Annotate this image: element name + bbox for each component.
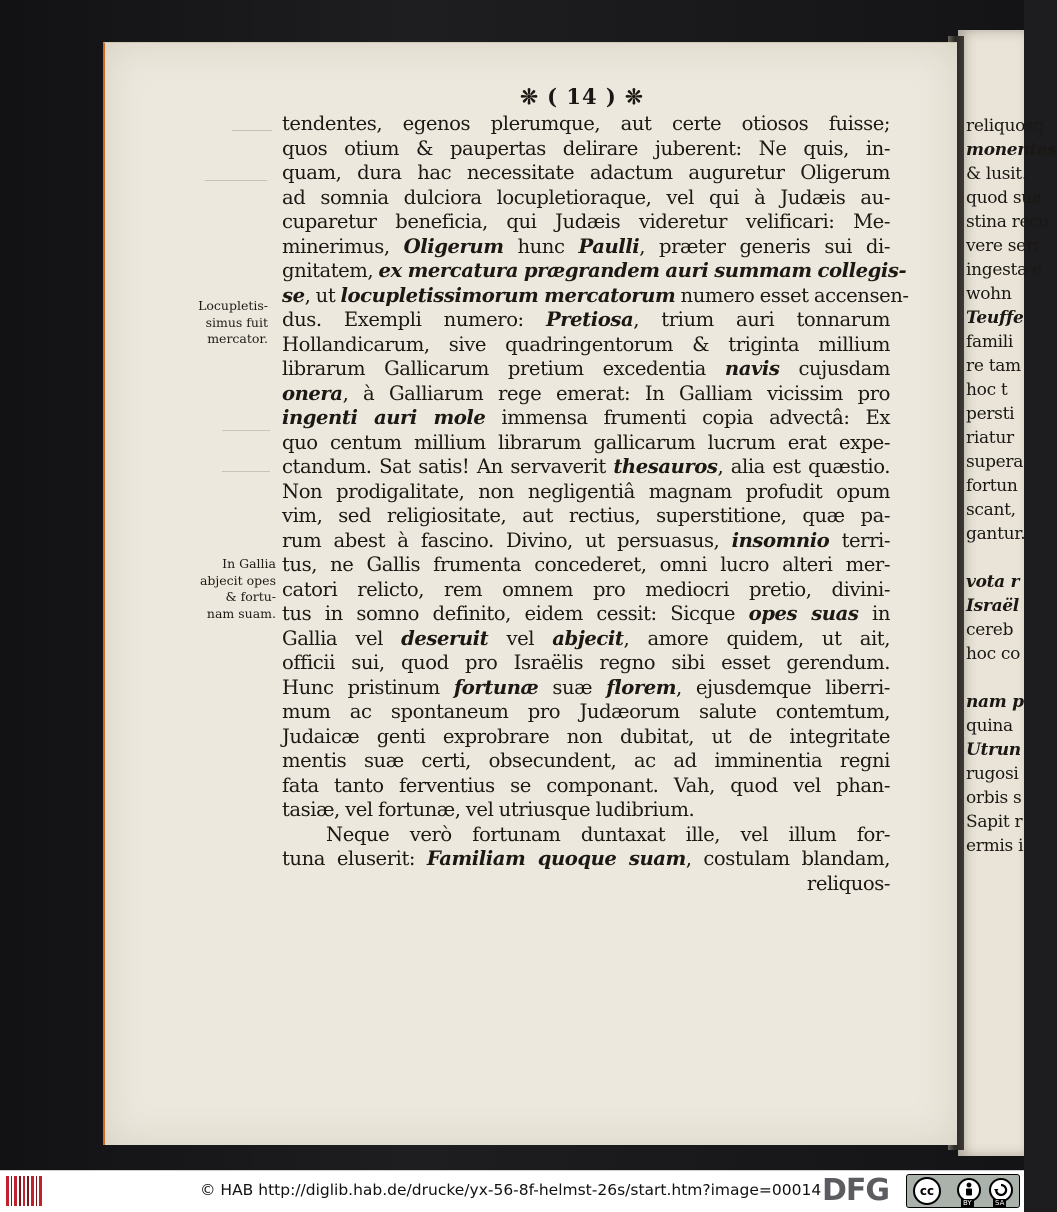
text-line: tendentes, egenos plerumque, aut certe otiosos fuisse; bbox=[282, 112, 890, 135]
adjacent-page bbox=[958, 30, 1057, 1156]
adjacent-page-fragment: hoc co bbox=[966, 644, 1021, 664]
bleed-through-mark bbox=[205, 168, 267, 181]
cc-icon: cc bbox=[913, 1177, 941, 1205]
margin-note-gallia bbox=[194, 556, 276, 622]
margin-note-line: nam suam. bbox=[206, 605, 276, 621]
adjacent-page-fragment: nam p bbox=[966, 692, 1024, 712]
adjacent-page-fragment: cereb bbox=[966, 620, 1014, 640]
cc-license-badge[interactable] bbox=[906, 1174, 1020, 1208]
margin-note-line: simus fuit bbox=[205, 314, 268, 330]
text-line: se, ut locupletissimorum mercatorum numero esset accensen- bbox=[282, 283, 909, 307]
adjacent-page-fragment: orbis s bbox=[966, 788, 1022, 808]
viewer-footer bbox=[0, 1170, 1024, 1212]
text-line: Hollandicarum, sive quadringentorum & triginta millium bbox=[282, 332, 890, 356]
adjacent-page-fragment: vere seri bbox=[966, 236, 1039, 256]
adjacent-page-fragment: gantur. bbox=[966, 524, 1026, 544]
text-line: ctandum. Sat satis! An servaverit thesauros, alia est quæstio. bbox=[282, 455, 890, 478]
margin-note-line: & fortu- bbox=[225, 589, 276, 604]
margin-note-line: In Gallia bbox=[222, 556, 276, 571]
adjacent-page-fragment bbox=[958, 666, 1024, 690]
adjacent-page-fragment: Utrun bbox=[966, 740, 1021, 760]
adjacent-page-fragment: rugosi bbox=[966, 764, 1019, 784]
adjacent-page-fragment: supera bbox=[966, 452, 1024, 472]
text-line: tasiæ, vel fortunæ, vel utriusque ludibrium. bbox=[282, 798, 695, 821]
text-line: dus. Exempli numero: Pretiosa, trium auri tonnarum bbox=[282, 308, 891, 331]
sa-label: SA bbox=[995, 1199, 1005, 1207]
text-line: mum ac spontaneum pro Judæorum salute contemtum, bbox=[282, 700, 890, 723]
page-header: ❊ ( 14 ) ❊ bbox=[520, 84, 644, 109]
text-line: tus, ne Gallis frumenta concederet, omni lucro alteri mer- bbox=[282, 553, 890, 576]
text-line: Neque verò fortunam duntaxat ille, vel illum for- bbox=[326, 822, 890, 846]
text-line: ad somnia dulciora locupletioraque, vel qui à Judæis au- bbox=[282, 185, 890, 209]
adjacent-page-fragment: hoc t bbox=[966, 380, 1008, 400]
bleed-through-mark bbox=[222, 430, 270, 472]
adjacent-page-fragment: Teuffe bbox=[966, 308, 1024, 328]
text-line: officii sui, quod pro Israëlis regno sibi esset gerendum. bbox=[282, 651, 890, 674]
text-line: Hunc pristinum fortunæ suæ florem, ejusdemque liberri- bbox=[282, 675, 890, 699]
adjacent-page-text bbox=[958, 30, 1057, 858]
adjacent-page-fragment: & lusit. bbox=[966, 164, 1027, 184]
adjacent-page-fragment: persti bbox=[966, 404, 1015, 424]
text-line: mentis suæ certi, obsecundent, ac ad imminentia regni bbox=[282, 749, 890, 772]
text-line: Gallia vel deseruit vel abjecit, amore quidem, ut ait, bbox=[282, 626, 890, 650]
barcode-icon bbox=[6, 1176, 42, 1206]
adjacent-page-fragment: re tam bbox=[966, 356, 1021, 376]
catchword: reliquos- bbox=[806, 871, 890, 895]
text-line: quo centum millium librarum gallicarum lucrum erat expe- bbox=[282, 430, 890, 454]
adjacent-page-fragment: vota r bbox=[966, 572, 1020, 592]
text-line: catori relicto, rem omnem pro mediocri pretio, divini- bbox=[282, 577, 890, 601]
margin-note-merchant bbox=[186, 298, 268, 348]
text-line: quos otium & paupertas delirare juberent: Ne quis, in- bbox=[282, 136, 890, 160]
adjacent-page-fragment: quod sua bbox=[966, 188, 1042, 208]
text-line: tuna eluserit: Familiam quoque suam, costulam blandam, bbox=[282, 847, 890, 870]
text-line: librarum Gallicarum pretium excedentia navis cujusdam bbox=[282, 357, 891, 380]
by-label: BY bbox=[963, 1199, 972, 1207]
adjacent-page-fragment bbox=[958, 546, 1024, 570]
text-line: quam, dura hac necessitate adactum auguretur Oligerum bbox=[282, 161, 890, 184]
adjacent-page-fragment: monentes bbox=[966, 140, 1057, 160]
text-line: onera, à Galliarum rege emerat: In Galliam vicissim pro bbox=[282, 381, 890, 405]
text-line: gnitatem, ex mercatura prægrandem auri summam collegis- bbox=[282, 259, 907, 282]
margin-note-line: mercator. bbox=[207, 331, 268, 346]
adjacent-page-fragment: scant, bbox=[966, 500, 1016, 520]
text-line: Non prodigalitate, non negligentiâ magnam profudit opum bbox=[282, 479, 890, 503]
text-line: tus in somno definito, eidem cessit: Sicque opes suas in bbox=[282, 602, 891, 625]
adjacent-page-fragment: ingesta e bbox=[966, 260, 1042, 280]
dfg-logo[interactable]: DFG bbox=[822, 1173, 890, 1208]
copyright-link[interactable]: © HAB http://diglib.hab.de/drucke/yx-56-8f-helmst-26s/start.htm?image=00014 bbox=[200, 1181, 822, 1199]
adjacent-page-fragment: fortun bbox=[966, 476, 1018, 496]
adjacent-page-fragment: quina bbox=[966, 716, 1013, 736]
text-line: rum abest à fascino. Divino, ut persuasus, insomnio terri- bbox=[282, 528, 890, 552]
text-line: ingenti auri mole immensa frumenti copia advectâ: Ex bbox=[282, 406, 891, 429]
adjacent-page-fragment: Israël bbox=[966, 596, 1019, 616]
text-line: minerimus, Oligerum hunc Paulli, præter generis sui di- bbox=[282, 234, 890, 258]
adjacent-page-fragment: Sapit r bbox=[966, 812, 1023, 832]
bleed-through-mark bbox=[232, 118, 272, 131]
adjacent-page-fragment: famili bbox=[966, 332, 1014, 352]
adjacent-page-fragment: ermis i bbox=[966, 836, 1024, 856]
text-line: fata tanto ferventius se componant. Vah, quod vel phan- bbox=[282, 773, 890, 797]
adjacent-page-fragment: reliquosq bbox=[966, 116, 1045, 136]
margin-note-line: Locupletis- bbox=[198, 298, 268, 313]
text-line: Judaicæ genti exprobrare non dubitat, ut de integritate bbox=[282, 724, 890, 748]
text-line: vim, sed religiositate, aut rectius, superstitione, quæ pa- bbox=[282, 504, 890, 527]
adjacent-page-fragment: riatur bbox=[966, 428, 1014, 448]
adjacent-page-fragment: wohn bbox=[966, 284, 1012, 304]
text-line: cuparetur beneficia, qui Judæis videretur velificari: Me- bbox=[282, 210, 890, 233]
body-text bbox=[282, 112, 909, 896]
margin-note-line: abjecit opes bbox=[199, 572, 276, 588]
adjacent-page-fragment: stina recu bbox=[966, 212, 1050, 232]
